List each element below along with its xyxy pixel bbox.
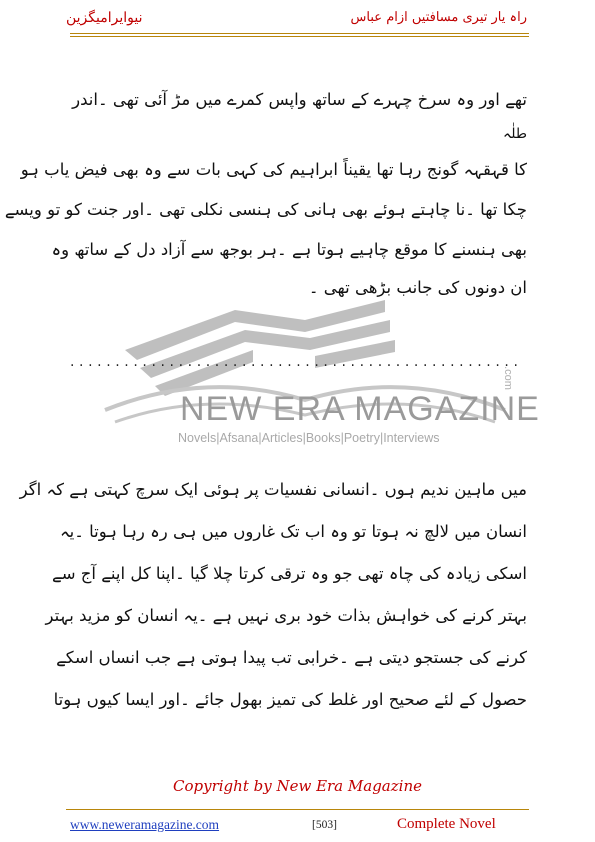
body-line: تھے اور وہ سرخ چہرے کے ساتھ واپس کمرے میں مڑ آئی تھی ۔اندر — [72, 90, 527, 109]
body-line: میں ماہین ندیم ہوں ۔انسانی نفسیات پر ہوئی ایک سرچ کہتی ہے کہ اگر — [19, 480, 527, 499]
watermark-domain: .com — [501, 366, 514, 390]
body-line: حصول کے لئے صحیح اور غلط کی تمیز بھول جائے ۔اور ایسا کیوں ہوتا — [53, 690, 527, 709]
website-link[interactable]: www.neweramagazine.com — [70, 817, 220, 832]
novel-title-header: راہ یار تیری مسافتیں ازام عباس — [350, 10, 527, 25]
body-line: بہتر کرنے کی خواہش بذات خود بری نہیں ہے ۔یہ انسان کو مزید بہتر — [45, 606, 527, 625]
body-line: اسکی زیادہ کی چاہ تھی جو وہ ترقی کرتا چلا گیا ۔اپنا کل اپنے آج سے — [52, 564, 527, 583]
body-line: بھی ہنسنے کا موقع چاہیے ہوتا ہے ۔ہر بوجھ سے آزاد دل کے ساتھ وہ — [51, 240, 527, 259]
body-line: کرنے کی جستجو دیتی ہے ۔خرابی تب پیدا ہوتی ہے جب انساں اسکے — [56, 648, 527, 667]
body-line: کا قہقہہ گونج رہا تھا یقیناً ابراہیم کی کہی بات سے وہ بھی فیض یاب ہو — [20, 160, 527, 179]
body-line: چکا تھا ۔نا چاہتے ہوئے بھی ہانی کی ہنسی نکلی تھی ۔اور جنت کو تو ویسے — [4, 200, 527, 219]
body-line: ان دونوں کی جانب بڑھی تھی ۔ — [308, 278, 527, 297]
copyright-notice: Copyright by New Era Magazine — [173, 777, 422, 795]
header-divider-double — [70, 36, 529, 37]
page-number: [503] — [312, 819, 337, 831]
magazine-name-header: نیوایرامیگزین — [66, 10, 143, 26]
footer-divider — [66, 809, 529, 810]
section-separator: .................................................. — [70, 354, 523, 370]
body-line: طلٰہ — [503, 126, 527, 142]
watermark-subtitle: Novels|Afsana|Articles|Books|Poetry|Interviews — [178, 431, 440, 445]
watermark-title: NEW ERA MAGAZINE — [180, 390, 540, 428]
category-label: Complete Novel — [397, 816, 496, 832]
body-line: انسان میں لالچ نہ ہوتا تو وہ اب تک غاروں میں ہی رہ رہا ہوتا ۔یہ — [59, 522, 527, 541]
header-divider — [70, 33, 529, 34]
